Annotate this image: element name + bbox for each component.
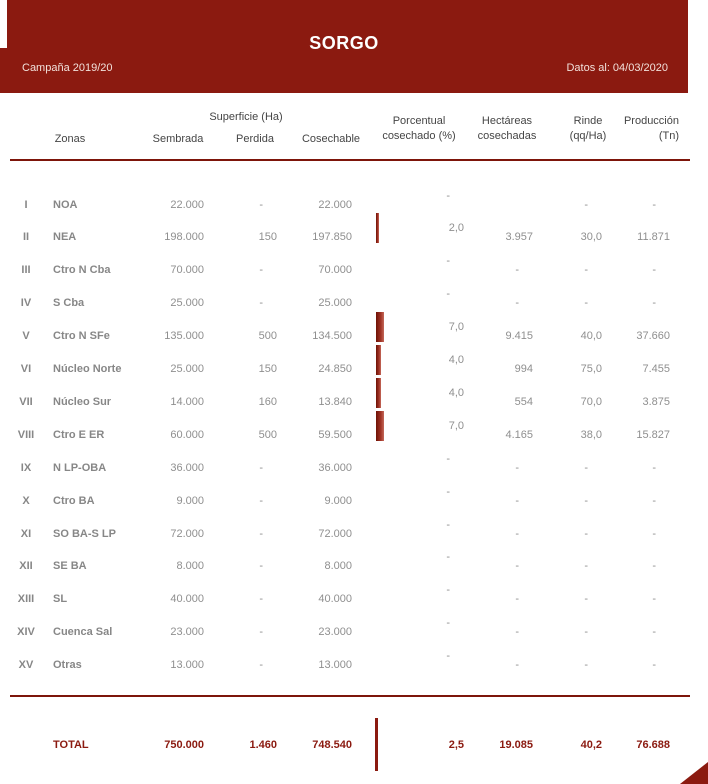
hectareas-value: -: [515, 264, 519, 277]
sembrada-value: 25.000: [170, 297, 204, 310]
report-title: SORGO: [309, 33, 379, 53]
cosechable-value: 23.000: [318, 626, 352, 639]
porcentual-value: -: [446, 288, 450, 301]
cosechable-value: 13.000: [318, 659, 352, 672]
table-row: [0, 452, 708, 485]
zone-number: VI: [20, 363, 32, 375]
harvest-progress-bar: [376, 213, 379, 243]
zone-number: XV: [18, 659, 34, 672]
rinde-value: -: [584, 494, 588, 507]
total-harvest-progress-bar: [375, 718, 378, 771]
produccion-value: -: [652, 626, 656, 639]
rinde-value: -: [584, 626, 588, 639]
table-row: [0, 583, 708, 616]
porcentual-value: -: [446, 584, 450, 597]
sembrada-value: 14.000: [170, 395, 204, 408]
rinde-value: -: [584, 659, 588, 672]
hectareas-value: -: [515, 527, 519, 540]
hectareas-value: 994: [514, 363, 533, 375]
zone-number: IX: [20, 461, 32, 474]
zone-number: IV: [20, 297, 32, 310]
produccion-value: -: [652, 560, 656, 573]
sembrada-value: 25.000: [170, 363, 204, 375]
hectareas-value: -: [515, 626, 519, 639]
total-divider: [10, 695, 690, 697]
porcentual-value: 7,0: [448, 321, 464, 334]
porcentual-value: 7,0: [448, 419, 464, 432]
rinde-value: -: [584, 527, 588, 540]
column-header-produccion-line1: Producción: [623, 115, 679, 127]
sembrada-value: 135.000: [164, 330, 204, 343]
porcentual-value: 4,0: [448, 386, 464, 399]
hectareas-value: -: [515, 659, 519, 672]
rinde-value: -: [584, 593, 588, 606]
produccion-value: -: [652, 198, 656, 211]
zone-number: V: [22, 330, 30, 343]
hectareas-value: -: [515, 494, 519, 507]
rinde-value: -: [584, 560, 588, 573]
harvest-progress-bar: [376, 378, 381, 408]
total-hectareas-value: 19.085: [499, 738, 533, 751]
perdida-value: -: [259, 264, 263, 277]
report-header-bar: [0, 0, 688, 93]
porcentual-value: -: [446, 617, 450, 630]
produccion-value: -: [652, 659, 656, 672]
zone-number: III: [21, 264, 31, 277]
zone-number: XII: [19, 560, 33, 573]
column-group-superficie: Superficie (Ha): [209, 111, 283, 123]
table-row: [0, 649, 708, 682]
zone-name: Otras: [53, 659, 82, 672]
harvest-progress-bar: [376, 312, 384, 342]
header-divider: [10, 159, 690, 161]
total-sembrada-value: 750.000: [164, 738, 204, 751]
cosechable-value: 13.840: [318, 395, 352, 408]
zone-name: Ctro E ER: [53, 428, 105, 441]
zone-number: VII: [19, 395, 33, 408]
produccion-value: -: [652, 494, 656, 507]
total-row: [0, 729, 708, 762]
table-row: [0, 189, 708, 222]
rinde-value: -: [584, 264, 588, 277]
zone-number: X: [22, 494, 30, 507]
column-header-produccion-line2: (Tn): [658, 130, 679, 142]
zone-number: XIII: [17, 593, 35, 606]
cosechable-value: 134.500: [312, 330, 352, 343]
sembrada-value: 22.000: [170, 198, 204, 211]
column-header-hectareas-line1: Hectáreas: [481, 115, 533, 127]
perdida-value: -: [259, 527, 263, 540]
column-header-sembrada: Sembrada: [152, 133, 204, 145]
porcentual-value: -: [446, 189, 450, 202]
porcentual-value: -: [446, 485, 450, 498]
cosechable-value: 197.850: [312, 231, 352, 244]
hectareas-value: -: [515, 297, 519, 310]
table-row: [0, 616, 708, 649]
zone-name: SL: [53, 593, 68, 606]
harvest-progress-bar: [376, 411, 384, 441]
hectareas-value: 9.415: [505, 330, 533, 343]
perdida-value: -: [259, 593, 263, 606]
sembrada-value: 9.000: [176, 494, 204, 507]
zone-name: Núcleo Norte: [53, 363, 122, 375]
total-rinde-value: 40,2: [580, 738, 602, 751]
column-header-rinde-line2: (qq/Ha): [569, 130, 607, 142]
zone-name: NOA: [53, 198, 78, 211]
sembrada-value: 8.000: [176, 560, 204, 573]
hectareas-value: 554: [514, 395, 533, 408]
table-row: [0, 550, 708, 583]
rinde-value: 40,0: [580, 330, 602, 343]
column-header-porcentual-line2: cosechado (%): [382, 130, 456, 142]
produccion-value: 15.827: [636, 428, 670, 441]
porcentual-value: -: [446, 650, 450, 663]
table-row: [0, 221, 708, 254]
harvest-progress-bar: [376, 345, 381, 375]
cosechable-value: 40.000: [318, 593, 352, 606]
cosechable-value: 24.850: [318, 363, 352, 375]
produccion-value: 7.455: [642, 363, 670, 375]
rinde-value: -: [584, 198, 588, 211]
table-row: [0, 254, 708, 287]
produccion-value: -: [652, 297, 656, 310]
hectareas-value: -: [515, 560, 519, 573]
sembrada-value: 36.000: [170, 461, 204, 474]
cosechable-value: 8.000: [324, 560, 352, 573]
corner-triangle-decoration: [680, 762, 708, 784]
sembrada-value: 72.000: [170, 527, 204, 540]
rinde-value: -: [584, 461, 588, 474]
zone-name: Ctro BA: [53, 494, 95, 507]
perdida-value: -: [259, 494, 263, 507]
total-label: TOTAL: [53, 738, 89, 751]
produccion-value: -: [652, 593, 656, 606]
perdida-value: -: [259, 461, 263, 474]
perdida-value: 150: [258, 363, 277, 375]
table-row: [0, 485, 708, 518]
table-row: [0, 353, 708, 386]
perdida-value: -: [259, 626, 263, 639]
column-header-rinde-line1: Rinde: [573, 115, 603, 127]
cosechable-value: 36.000: [318, 461, 352, 474]
perdida-value: -: [259, 659, 263, 672]
zone-name: Ctro N SFe: [53, 330, 110, 343]
hectareas-value: 4.165: [505, 428, 533, 441]
zone-name: SE BA: [53, 560, 87, 573]
zone-name: SO BA-S LP: [53, 527, 116, 540]
column-header-cosechable: Cosechable: [301, 133, 361, 145]
hectareas-value: -: [515, 461, 519, 474]
sembrada-value: 198.000: [164, 231, 204, 244]
perdida-value: 150: [258, 231, 277, 244]
perdida-value: -: [259, 198, 263, 211]
table-row: [0, 320, 708, 353]
cosechable-value: 70.000: [318, 264, 352, 277]
porcentual-value: -: [446, 255, 450, 268]
produccion-value: -: [652, 527, 656, 540]
cosechable-value: 22.000: [318, 198, 352, 211]
data-date-label: Datos al: 04/03/2020: [566, 62, 668, 74]
column-header-hectareas-line2: cosechadas: [477, 130, 537, 142]
sembrada-value: 40.000: [170, 593, 204, 606]
total-cosechable-value: 748.540: [312, 738, 352, 751]
table-row: [0, 287, 708, 320]
zone-name: Núcleo Sur: [53, 395, 112, 408]
rinde-value: -: [584, 297, 588, 310]
perdida-value: -: [259, 560, 263, 573]
rinde-value: 70,0: [580, 395, 602, 408]
table-row: [0, 518, 708, 551]
produccion-value: -: [652, 264, 656, 277]
cosechable-value: 72.000: [318, 527, 352, 540]
sembrada-value: 60.000: [170, 428, 204, 441]
zone-name: NEA: [53, 231, 77, 244]
hectareas-value: -: [515, 593, 519, 606]
hectareas-value: 3.957: [505, 231, 533, 244]
porcentual-value: -: [446, 518, 450, 531]
total-porcentual-value: 2,5: [448, 738, 464, 751]
campaign-label: Campaña 2019/20: [22, 62, 113, 74]
zone-number: VIII: [17, 428, 35, 441]
cosechable-value: 9.000: [324, 494, 352, 507]
rinde-value: 38,0: [580, 428, 602, 441]
porcentual-value: -: [446, 452, 450, 465]
perdida-value: 500: [258, 428, 277, 441]
cosechable-value: 59.500: [318, 428, 352, 441]
zone-number: XI: [20, 527, 32, 540]
table-row: [0, 419, 708, 452]
zone-number: II: [22, 231, 30, 244]
produccion-value: 3.875: [642, 395, 670, 408]
rinde-value: 30,0: [580, 231, 602, 244]
sembrada-value: 23.000: [170, 626, 204, 639]
porcentual-value: -: [446, 551, 450, 564]
zone-name: Cuenca Sal: [53, 626, 113, 639]
table-row: [0, 386, 708, 419]
zone-number: I: [24, 198, 28, 211]
produccion-value: -: [652, 461, 656, 474]
rinde-value: 75,0: [580, 363, 602, 375]
perdida-value: 500: [258, 330, 277, 343]
porcentual-value: 2,0: [448, 222, 464, 235]
perdida-value: -: [259, 297, 263, 310]
total-perdida-value: 1.460: [249, 738, 277, 751]
zone-name: Ctro N Cba: [53, 264, 111, 277]
column-header-perdida: Perdida: [236, 133, 274, 145]
zone-name: N LP-OBA: [53, 461, 107, 474]
sembrada-value: 13.000: [170, 659, 204, 672]
column-header-zonas: Zonas: [54, 133, 86, 145]
total-produccion-value: 76.688: [636, 738, 670, 751]
column-header-porcentual-line1: Porcentual: [392, 115, 446, 127]
porcentual-value: 4,0: [448, 354, 464, 366]
produccion-value: 11.871: [637, 231, 670, 244]
zone-name: S Cba: [53, 297, 85, 310]
zone-number: XIV: [17, 626, 35, 639]
cosechable-value: 25.000: [318, 297, 352, 310]
perdida-value: 160: [258, 395, 277, 408]
sembrada-value: 70.000: [170, 264, 204, 277]
produccion-value: 37.660: [636, 330, 670, 343]
